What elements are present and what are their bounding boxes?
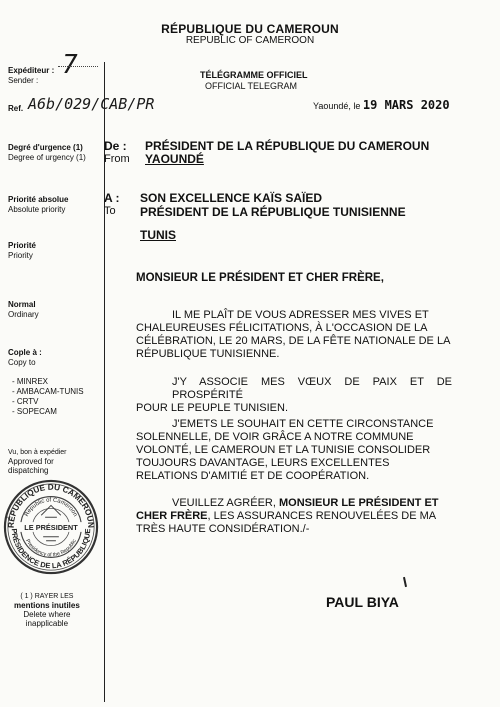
date-handwritten: 19 MARS 2020: [362, 98, 450, 112]
approved-label: Vu, bon à expédier Approved for dispatching: [8, 449, 67, 475]
sender-label: Expéditeur : Sender :: [8, 66, 55, 85]
paragraph-3: J'EMETS LE SOUHAIT EN CETTE CIRCONSTANCE SOLENNELLE, DE VOIR GRÂCE A NOTRE COMMUNE VOLONTÉ, LE CAMEROUN ET LA TUNISIE CONSOLIDER TOUJOURS DAVANTAGE, LEURS EXCELLENTES RELATIONS D'AMITIÉ ET DE COOPÉRATION.: [136, 418, 434, 482]
to-label-en: To: [104, 205, 116, 217]
priority-label: Priorité Priority: [8, 241, 37, 260]
copy-item: - SOPECAM: [12, 407, 57, 416]
paragraph-4: VEUILLEZ AGRÉER, MONSIEUR LE PRÉSIDENT ET CHER FRÈRE, LES ASSURANCES RENOUVELÉES DE MA TRÈS HAUTE CONSIDÉRATION./-: [136, 497, 439, 535]
copy-to-label: Cople à : Copy to: [8, 348, 42, 367]
to-label-fr: A :: [104, 191, 120, 205]
to-recipient: SON EXCELLENCE KAÏS SAÏED: [140, 191, 323, 205]
svg-text:RÉPUBLIQUE DU CAMEROUN: RÉPUBLIQUE DU CAMEROUN: [6, 482, 96, 529]
presidential-seal: [2, 478, 100, 576]
telegram-date: Yaoundé, le 19 MARS 2020: [313, 98, 450, 112]
from-label-en: From: [104, 153, 130, 165]
footnote: ( 1 ) RAYER LES mentions inutiles Delete where inapplicable: [14, 593, 80, 628]
copy-list: [12, 377, 84, 417]
ref-label: Ref.: [8, 104, 24, 113]
paragraph-2: J'Y ASSOCIE MES VŒUX DE PAIX ET DE PROSPÉRITÉ POUR LE PEUPLE TUNISIEN.: [136, 376, 452, 414]
from-city: YAOUNDÉ: [145, 152, 204, 166]
normal-label: Normal Ordinary: [8, 300, 39, 319]
from-value: PRÉSIDENT DE LA RÉPUBLIQUE DU CAMEROUN: [145, 139, 430, 153]
svg-text:Republic of Cameroon: Republic of Cameroon: [24, 497, 78, 518]
copy-item: - MINREX: [12, 377, 48, 386]
ref-value: A6b/029/CAB/PR: [28, 95, 155, 113]
absolute-priority-label: Priorité absolue Absolute priority: [8, 195, 69, 214]
svg-text:Presidency of the Republic: Presidency of the Republic: [24, 538, 78, 559]
telegram-title-fr: TÉLÉGRAMME OFFICIEL: [200, 70, 308, 80]
telegram-title-en: OFFICIAL TELEGRAM: [205, 81, 298, 91]
to-city: TUNIS: [140, 228, 176, 242]
signature-name: PAUL BIYA: [326, 594, 399, 610]
paragraph-1: IL ME PLAÎT DE VOUS ADRESSER MES VIVES ET CHALEUREUSES FÉLICITATIONS, À L'OCCASION DE LA CÉLÉBRATION, LE 20 MARS, DE LA FÊTE NATIONALE DE LA RÉPUBLIQUE TUNISIENNE.: [136, 309, 451, 360]
signature-mark: [403, 577, 407, 587]
urgency-label: Degré d'urgence (1) Degree of urgency (1): [8, 143, 86, 162]
republic-title-fr: RÉPUBLIQUE DU CAMEROUN: [161, 22, 339, 36]
republic-title-en: REPUBLIC OF CAMEROON: [185, 35, 315, 46]
copy-item: - AMBACAM-TUNIS: [12, 387, 84, 396]
sender-line: [58, 66, 98, 67]
to-title: PRÉSIDENT DE LA RÉPUBLIQUE TUNISIENNE: [140, 205, 406, 219]
svg-text:PRÉSIDENCE DE LA RÉPUBLIQUE: PRÉSIDENCE DE LA RÉPUBLIQUE: [9, 528, 93, 571]
salutation: MONSIEUR LE PRÉSIDENT ET CHER FRÈRE,: [136, 272, 384, 284]
svg-text:LE PRÉSIDENT: LE PRÉSIDENT: [24, 522, 78, 532]
from-label-fr: De :: [104, 139, 127, 153]
copy-item: - CRTV: [12, 397, 39, 406]
sender-value: 7: [62, 50, 78, 80]
